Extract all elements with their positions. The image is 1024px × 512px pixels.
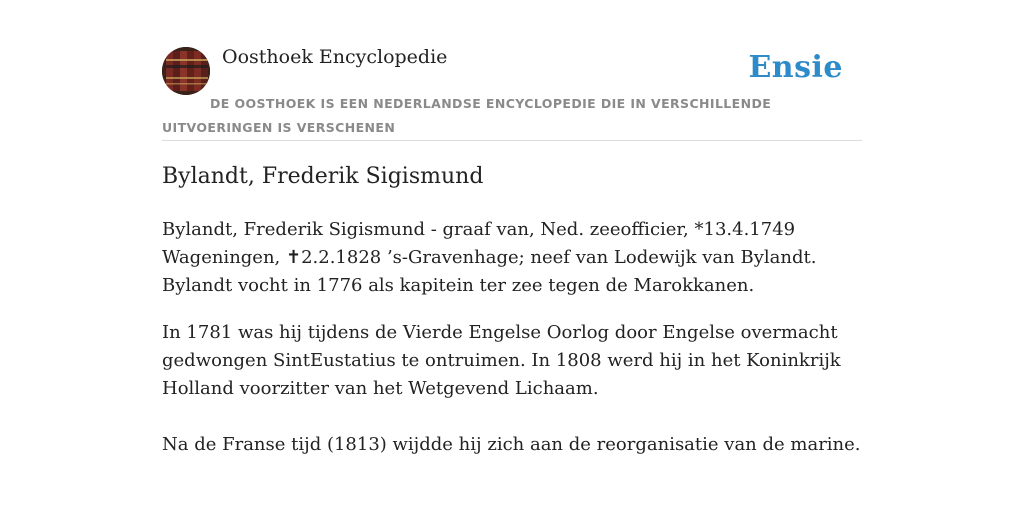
article-body [162,216,862,478]
site-name[interactable]: Oosthoek Encyclopedie [222,46,448,68]
article-paragraph: Bylandt, Frederik Sigismund - graaf van, Ned. zeeofficier, *13.4.1749 Wageningen, ✝2.2.1828 ’s-Gravenhage; neef van Lodewijk van Bylandt. Bylandt vocht in 1776 als kapitein ter zee tegen de Marokkanen. [162,219,817,296]
site-description: DE OOSTHOEK IS EEN NEDERLANDSE ENCYCLOPEDIE DIE IN VERSCHILLENDE UITVOERINGEN IS VERSCHENEN [162,96,772,135]
encyclopedia-books-icon[interactable] [162,47,210,95]
article-paragraph: Na de Franse tijd (1813) wijdde hij zich aan de reorganisatie van de marine. [162,434,861,455]
article-title: Bylandt, Frederik Sigismund [162,164,484,189]
site-header [162,44,862,141]
article-paragraph: In 1781 was hij tijdens de Vierde Engelse Oorlog door Engelse overmacht gedwongen SintEustatius te ontruimen. In 1808 werd hij in het Koninkrijk Holland voorzitter van het Wetgevend Lichaam. [162,322,841,399]
ensie-logo[interactable]: Ensie [748,50,843,85]
